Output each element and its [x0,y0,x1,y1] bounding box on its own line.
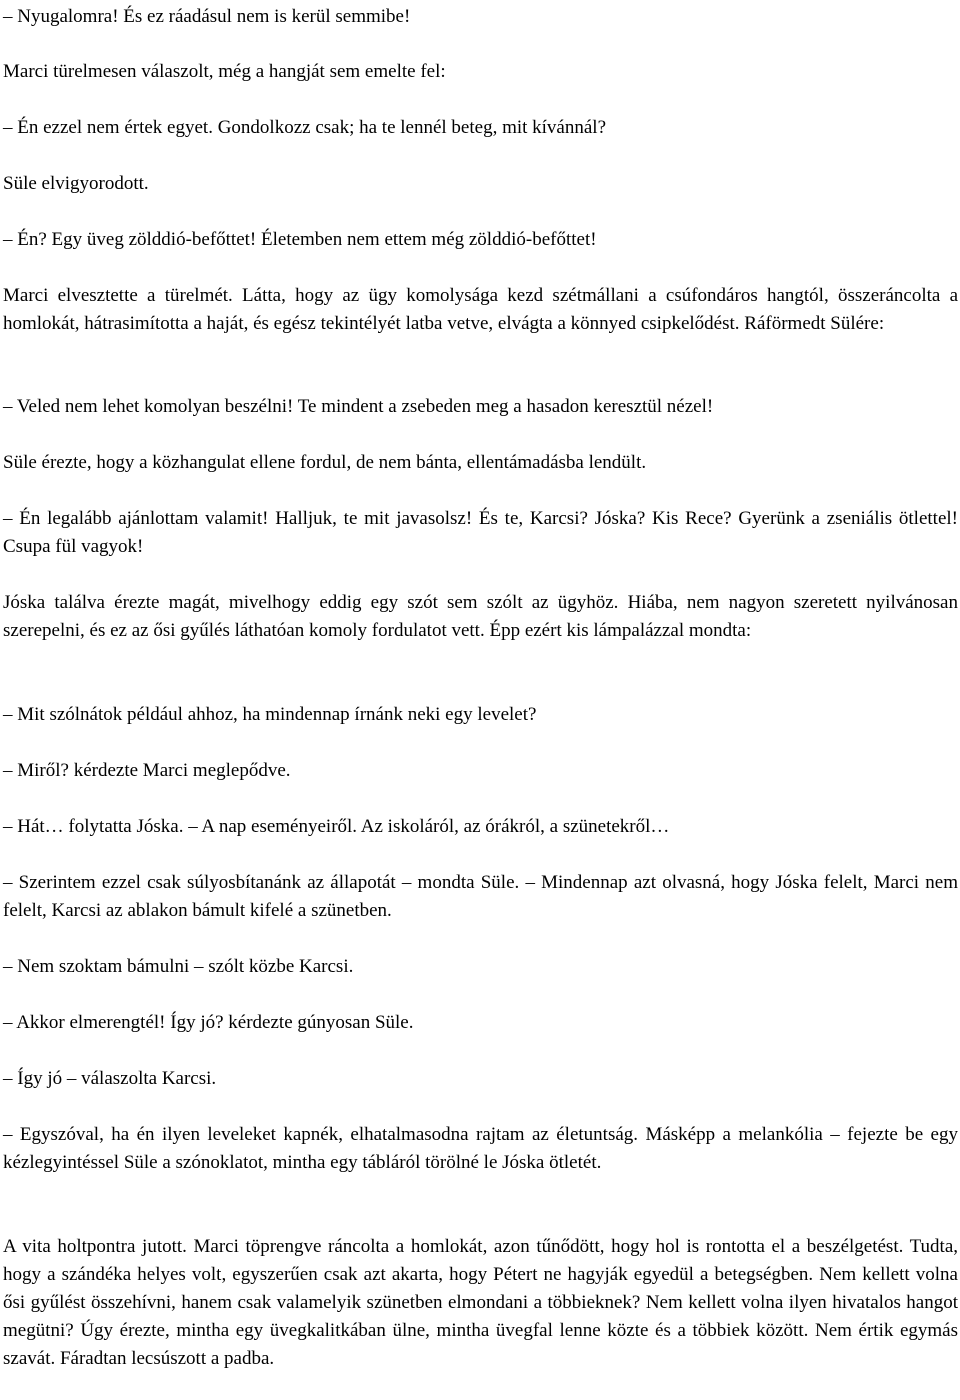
paragraph-18: – Egyszóval, ha én ilyen leveleket kapnék, elhatalmasodna rajtam az életuntság. Másképp a melankólia – fejezte be egy kézlegyintéssel Süle a szónoklatot, mintha egy tábláról törölné le Jóska ötletét. [3,1124,958,1173]
paragraph-3: – Én ezzel nem értek egyet. Gondolkozz csak; ha te lennél beteg, mit kívánnál? [3,117,607,138]
paragraph-19: A vita holtpontra jutott. Marci töprengve ráncolta a homlokát, azon tűnődött, hogy hol is rontotta el a beszélgetést. Tudta, hogy a szándéka helyes volt, egyszerűen csak azt akarta, hogy Pétert ne hagyják egyedül a betegségben. Nem kellett volna ősi gyűlést összehívni, hanem csak valamelyik szünetben elmondani a többieknek? Nem kellett volna ilyen hivatalos hangot megütni? Úgy érezte, mintha egy üvegkalitkában ülne, mintha üvegfal lenne közte és a többiek között. Nem értik egymás szavát. Fáradtan lecsúszott a padba. [3,1236,958,1369]
paragraph-4: Süle elvigyorodott. [3,173,149,194]
paragraph-17: – Így jó – válaszolta Karcsi. [3,1068,217,1089]
paragraph-16: – Akkor elmerengtél! Így jó? kérdezte gúnyosan Süle. [3,1012,414,1033]
paragraph-8: Süle érezte, hogy a közhangulat ellene fordul, de nem bánta, ellentámadásba lendült. [3,452,647,473]
paragraph-2: Marci türelmesen válaszolt, még a hangját sem emelte fel: [3,61,446,82]
paragraph-5: – Én? Egy üveg zölddió-befőttet! Életemben nem ettem még zölddió-befőttet! [3,229,597,250]
paragraph-1: – Nyugalomra! És ez ráadásul nem is kerül semmibe! [3,6,411,27]
paragraph-13: – Hát… folytatta Jóska. – A nap eseményeiről. Az iskoláról, az órákról, a szünetekről… [3,816,670,837]
paragraph-11: – Mit szólnátok például ahhoz, ha mindennap írnánk neki egy levelet? [3,704,537,725]
paragraph-6: Marci elvesztette a türelmét. Látta, hogy az ügy komolysága kezd szétmállani a csúfondáros hangtól, összeráncolta a homlokát, hátrasimította a haját, és egész tekintélyét latba vetve, elvágta a könnyed csipkelődést. Ráförmedt Sülére: [3,285,958,334]
paragraph-15: – Nem szoktam bámulni – szólt közbe Karcsi. [3,956,354,977]
paragraph-14: – Szerintem ezzel csak súlyosbítanánk az állapotát – mondta Süle. – Mindennap azt olvasná, hogy Jóska felelt, Marci nem felelt, Karcsi az ablakon bámult kifelé a szünetben. [3,872,958,921]
paragraph-9: – Én legalább ajánlottam valamit! Halljuk, te mit javasolsz! És te, Karcsi? Jóska? Kis Rece? Gyerünk a zseniális ötlettel! Csupa fül vagyok! [3,508,958,557]
paragraph-12: – Miről? kérdezte Marci meglepődve. [3,760,291,781]
paragraph-7: – Veled nem lehet komolyan beszélni! Te mindent a zsebeden meg a hasadon keresztül nézel! [3,396,714,417]
paragraph-10: Jóska találva érezte magát, mivelhogy eddig egy szót sem szólt az ügyhöz. Hiába, nem nagyon szeretett nyilvánosan szerepelni, és ez az ősi gyűlés láthatóan komoly fordulatot vett. Épp ezért kis lámpalázzal mondta: [3,592,958,641]
